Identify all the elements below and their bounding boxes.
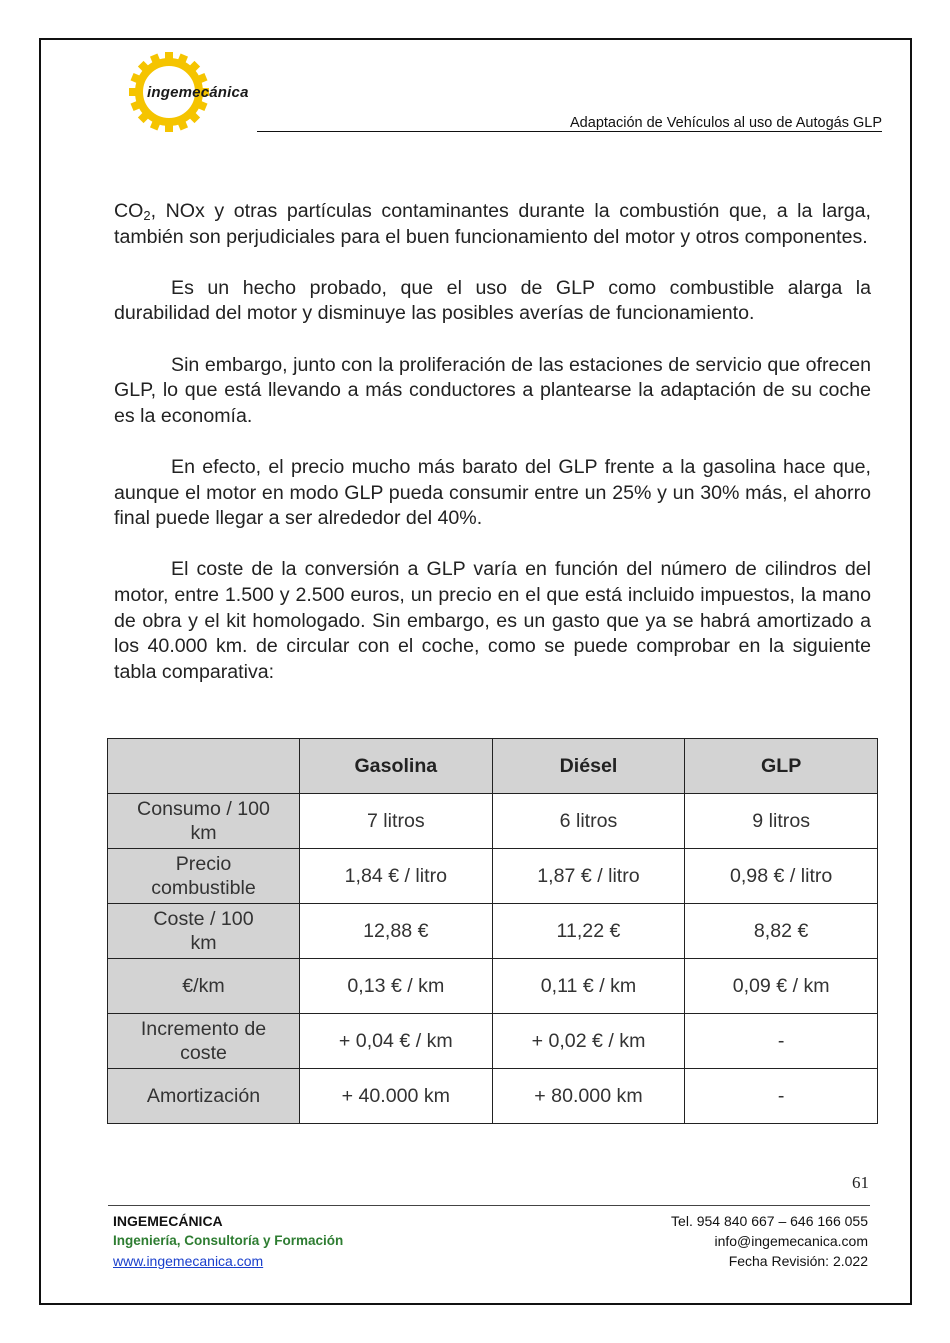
footer-subtitle: Ingeniería, Consultoría y Formación: [113, 1233, 344, 1248]
row-label: Amortización: [108, 1069, 300, 1124]
table-header-cell: [108, 739, 300, 794]
paragraph-2: Es un hecho probado, que el uso de GLP como combustible alarga la durabilidad del motor y disminuye las posibles averías de funcionamiento.: [114, 276, 871, 325]
table-cell: 1,87 € / litro: [492, 849, 685, 904]
table-cell: 11,22 €: [492, 904, 685, 959]
table-cell: + 0,02 € / km: [492, 1014, 685, 1069]
footer-company: INGEMECÁNICA: [113, 1213, 223, 1229]
body-text: [114, 199, 871, 711]
footer-divider: [108, 1205, 870, 1206]
header-divider: [257, 131, 882, 132]
table-cell: 0,13 € / km: [300, 959, 493, 1014]
comparison-table: [107, 738, 878, 1124]
table-cell: 0,98 € / litro: [685, 849, 878, 904]
table-row: [108, 1014, 878, 1069]
table-header-cell: GLP: [685, 739, 878, 794]
table-cell: 6 litros: [492, 794, 685, 849]
footer-email: info@ingemecanica.com: [714, 1233, 868, 1249]
table-row: [108, 794, 878, 849]
paragraph-3: Sin embargo, junto con la proliferación de las estaciones de servicio que ofrecen GLP, lo que está llevando a más conductores a plantearse la adaptación de su coche es la economía.: [114, 353, 871, 427]
table-cell: -: [685, 1069, 878, 1124]
co2-prefix: CO: [114, 200, 144, 222]
row-label: Incremento de coste: [108, 1014, 300, 1069]
website-link[interactable]: www.ingemecanica.com: [113, 1253, 264, 1269]
footer-right: [671, 1211, 868, 1271]
co2-subscript: 2: [143, 208, 151, 223]
row-label: Consumo / 100 km: [108, 794, 300, 849]
table-cell: -: [685, 1014, 878, 1069]
paragraph-1-text: , NOx y otras partículas contaminantes durante la combustión que, a la larga, también son perjudiciales para el buen funcionamiento del motor y otros componentes.: [114, 200, 871, 248]
table-header-cell: Diésel: [492, 739, 685, 794]
table-cell: 7 litros: [300, 794, 493, 849]
table-row: [108, 904, 878, 959]
row-label: Coste / 100 km: [108, 904, 300, 959]
paragraph-5: El coste de la conversión a GLP varía en función del número de cilindros del motor, entre 1.500 y 2.500 euros, un precio en el que está incluido impuestos, la mano de obra y el kit homologado. Sin embargo, es un gasto que ya se habrá amortizado a los 40.000 km. de circular con el coche, como se puede comprobar en la siguiente tabla comparativa:: [114, 558, 871, 683]
table-cell: 8,82 €: [685, 904, 878, 959]
paragraph-1: [114, 199, 871, 250]
page-number: 61: [852, 1173, 869, 1192]
table-row: [108, 1069, 878, 1124]
table-cell: + 40.000 km: [300, 1069, 493, 1124]
table-cell: 0,09 € / km: [685, 959, 878, 1014]
paragraph-4: En efecto, el precio mucho más barato del GLP frente a la gasolina hace que, aunque el motor en modo GLP pueda consumir entre un 25% y un 30% más, el ahorro final puede llegar a ser alrededor del 40%.: [114, 455, 871, 530]
document-title: Adaptación de Vehículos al uso de Autogás GLP: [570, 115, 882, 131]
table-row: [108, 849, 878, 904]
table-row: [108, 959, 878, 1014]
row-label: €/km: [108, 959, 300, 1014]
table-cell: 1,84 € / litro: [300, 849, 493, 904]
footer-revision: Fecha Revisión: 2.022: [728, 1253, 868, 1269]
footer-left: [113, 1211, 343, 1271]
table-header-cell: Gasolina: [300, 739, 493, 794]
table-cell: + 80.000 km: [492, 1069, 685, 1124]
table-cell: + 0,04 € / km: [300, 1014, 493, 1069]
logo-text: ingemecánica: [147, 84, 249, 101]
row-label: Precio combustible: [108, 849, 300, 904]
table-cell: 12,88 €: [300, 904, 493, 959]
table-cell: 0,11 € / km: [492, 959, 685, 1014]
company-logo: [127, 52, 267, 132]
table-header-row: [108, 739, 878, 794]
table-cell: 9 litros: [685, 794, 878, 849]
footer-phone: Tel. 954 840 667 – 646 166 055: [671, 1213, 868, 1229]
